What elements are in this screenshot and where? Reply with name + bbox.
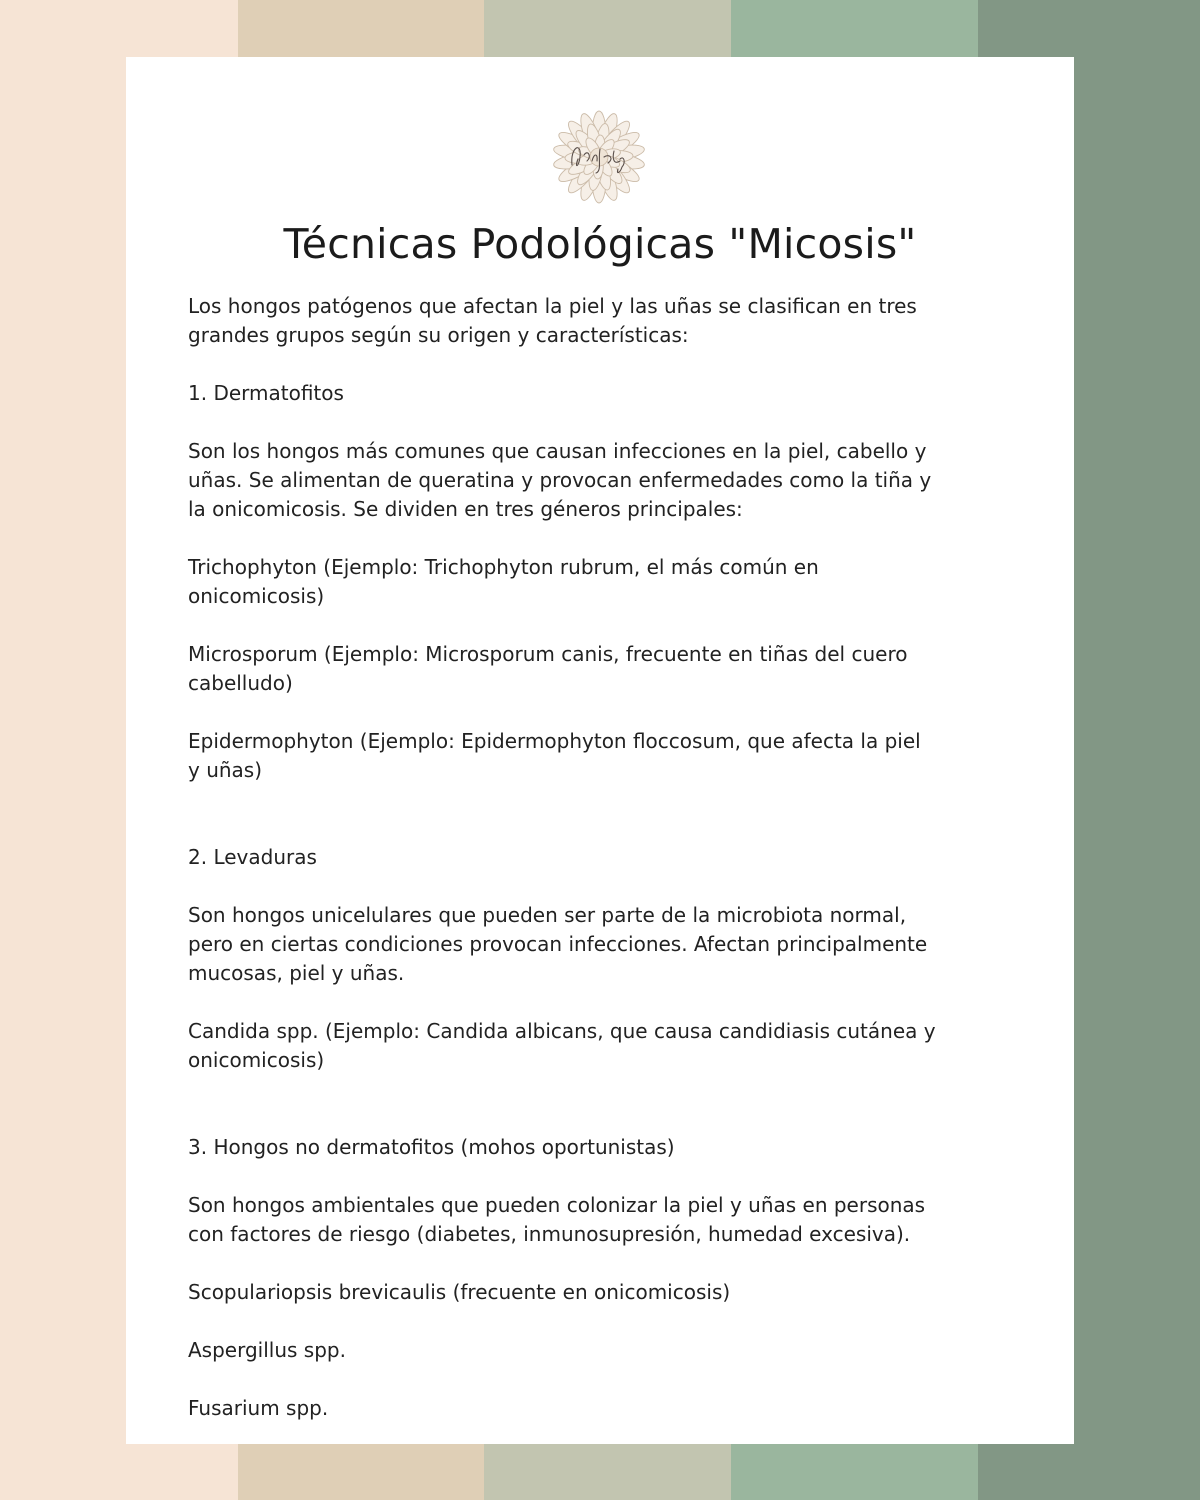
- document-card: [126, 57, 1074, 1444]
- list-item: Fusarium spp.: [188, 1396, 329, 1420]
- list-item: Candida spp. (Ejemplo: Candida albicans, que causa candidiasis cutánea y onicomicosis): [188, 1019, 936, 1072]
- intro-paragraph: Los hongos patógenos que afectan la piel y las uñas se clasifican en tres grandes grupos según su origen y características:: [188, 294, 917, 347]
- list-item: Microsporum (Ejemplo: Microsporum canis, frecuente en tiñas del cuero cabelludo): [188, 642, 908, 695]
- section-heading-mohos: 3. Hongos no dermatofitos (mohos oportunistas): [188, 1135, 675, 1159]
- section-description-dermatofitos: Son los hongos más comunes que causan infecciones en la piel, cabello y uñas. Se alimentan de queratina y provocan enfermedades como la tiña y la onicomicosis. Se dividen en tres géneros principales:: [188, 439, 932, 521]
- list-item: Aspergillus spp.: [188, 1338, 346, 1362]
- list-item: Scopulariopsis brevicaulis (frecuente en onicomicosis): [188, 1280, 731, 1304]
- section-description-mohos: Son hongos ambientales que pueden colonizar la piel y uñas en personas con factores de riesgo (diabetes, inmunosupresión, humedad excesiva).: [188, 1193, 926, 1246]
- dahlia-flower-logo-icon: [526, 97, 672, 219]
- page-title: Técnicas Podológicas "Micosis": [283, 220, 917, 268]
- section-heading-levaduras: 2. Levaduras: [188, 845, 317, 869]
- list-item: Epidermophyton (Ejemplo: Epidermophyton floccosum, que afecta la piel y uñas): [188, 729, 921, 782]
- document-body: [188, 292, 1028, 1423]
- section-description-levaduras: Son hongos unicelulares que pueden ser parte de la microbiota normal, pero en ciertas condiciones provocan infecciones. Afectan principalmente mucosas, piel y uñas.: [188, 903, 928, 985]
- list-item: Trichophyton (Ejemplo: Trichophyton rubrum, el más común en onicomicosis): [188, 555, 819, 608]
- section-heading-dermatofitos: 1. Dermatofitos: [188, 381, 344, 405]
